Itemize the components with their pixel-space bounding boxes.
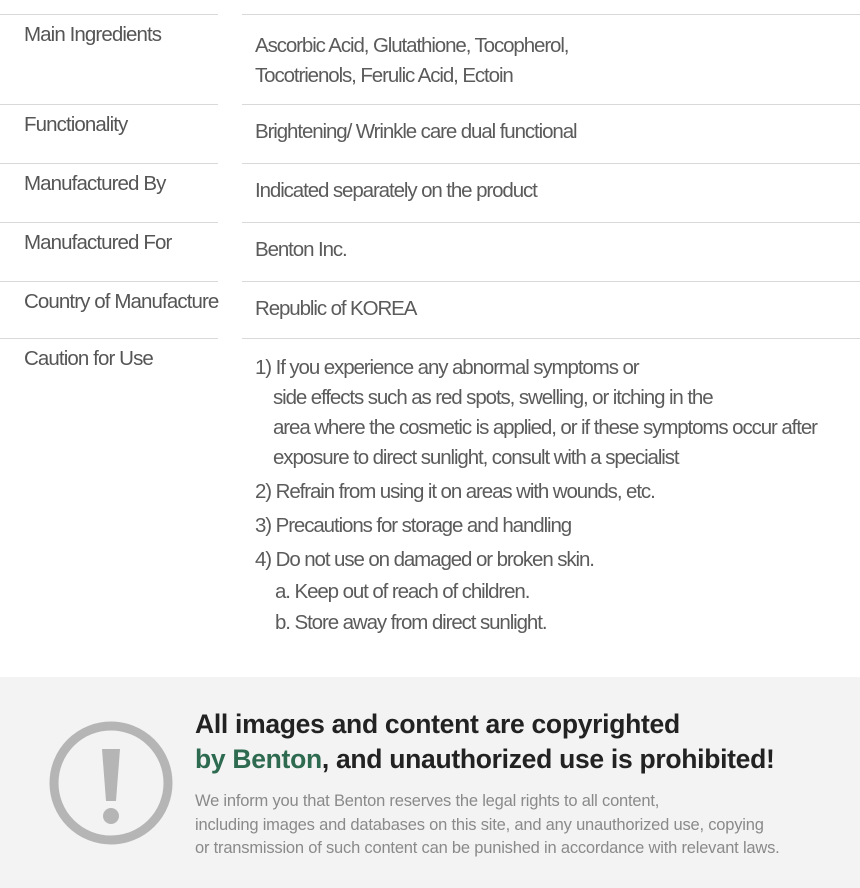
description-line: including images and databases on this site, and any unauthorized use, copying [195,815,764,834]
value-line: Ascorbic Acid, Glutathione, Tocopherol, [255,34,569,57]
row-label: Country of Manufacture [24,290,219,313]
copyright-title [195,707,835,777]
divider [0,104,218,105]
caution-item-1-cont: exposure to direct sunlight, consult with a specialist [273,446,679,469]
description-line: or transmission of such content can be punished in accordance with relevant laws. [195,839,780,857]
divider [0,14,218,15]
product-info-table [0,14,860,658]
caution-item-4a: a. Keep out of reach of children. [275,580,530,603]
row-value [255,176,855,206]
row-functionality [0,104,860,163]
copyright-description [195,790,845,861]
value-line: Indicated separately on the product [255,179,537,202]
divider [242,104,860,105]
caution-item-4: 4) Do not use on damaged or broken skin. [255,548,594,571]
copyright-title-line1: All images and content are copyrighted [195,709,680,739]
caution-item-2: 2) Refrain from using it on areas with wounds, etc. [255,480,655,503]
exclamation-circle-icon [49,721,173,845]
divider [0,281,218,282]
divider [0,163,218,164]
row-value [255,294,855,324]
value-line: Brightening/ Wrinkle care dual functional [255,120,577,143]
divider [242,281,860,282]
row-label: Main Ingredients [24,23,162,46]
row-country-of-manufacture [0,281,860,338]
row-value [255,31,855,91]
copyright-title-line2 [195,742,835,777]
divider [0,338,218,339]
value-line: Republic of KOREA [255,297,417,320]
caution-item-4b: b. Store away from direct sunlight. [275,611,547,634]
divider [242,222,860,223]
row-label: Manufactured For [24,231,172,254]
row-label: Functionality [24,113,128,136]
value-line: Benton Inc. [255,238,347,261]
description-line: We inform you that Benton reserves the legal rights to all content, [195,792,660,810]
row-label: Manufactured By [24,172,166,195]
caution-list [255,353,855,638]
row-value [255,117,855,147]
caution-item-1: 1) If you experience any abnormal symptoms or [255,356,639,379]
divider [242,338,860,339]
value-line: Tocotrienols, Ferulic Acid, Ectoin [255,64,513,87]
divider [242,14,860,15]
divider [242,163,860,164]
row-label: Caution for Use [24,347,153,370]
row-value [255,235,855,265]
caution-item-1-cont: area where the cosmetic is applied, or if these symptoms occur after [273,416,817,439]
copyright-title-rest: , and unauthorized use is prohibited! [321,744,775,774]
row-caution-for-use [0,338,860,658]
row-manufactured-by [0,163,860,222]
row-main-ingredients [0,14,860,104]
caution-item-1-cont: side effects such as red spots, swelling, or itching in the [273,386,713,409]
caution-item-3: 3) Precautions for storage and handling [255,514,572,537]
row-manufactured-for [0,222,860,281]
divider [0,222,218,223]
brand-name: by Benton [195,744,322,774]
